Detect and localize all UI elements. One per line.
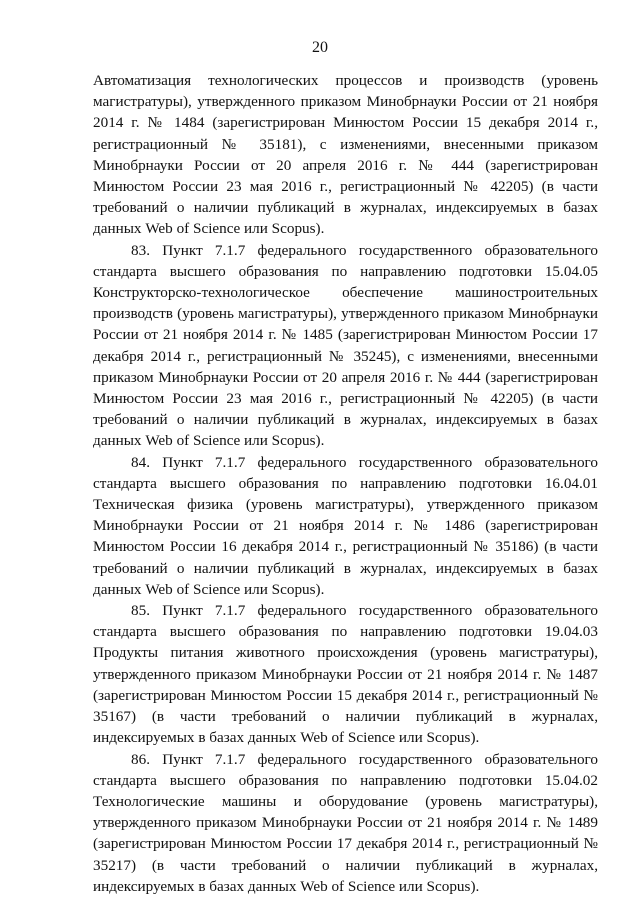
paragraph-item-84: 84. Пункт 7.1.7 федерального государственного образовательного стандарта высшего образования по направлению подготовки 16.04.01 Техническая физика (уровень магистратуры), утвержденного приказом Минобрнауки России от 21 ноября 2014 г. № 1486 (зарегистрирован Минюстом России 16 декабря 2014 г., регистрационный № 35186) (в части требований о наличии публикаций в журналах, индексируемых в базах данных Web of Science или Scopus). [93,453,598,598]
paragraph-item-85: 85. Пункт 7.1.7 федерального государственного образовательного стандарта высшего образования по направлению подготовки 19.04.03 Продукты питания животного происхождения (уровень магистратуры), утвержденного приказом Минобрнауки России от 21 ноября 2014 г. № 1487 (зарегистрирован Минюстом России 15 декабря 2014 г., регистрационный № 35167) (в части требований о наличии публикаций в журналах, индексируемых в базах данных Web of Science или Scopus). [93,602,598,747]
paragraph-item-86: 86. Пункт 7.1.7 федерального государственного образовательного стандарта высшего образования по направлению подготовки 15.04.02 Технологические машины и оборудование (уровень магистратуры), утвержденного приказом Минобрнауки России от 21 ноября 2014 г. № 1489 (зарегистрирован Минюстом России 17 декабря 2014 г., регистрационный № 35217) (в части требований о наличии публикаций в журналах, индексируемых в базах данных Web of Science или Scopus). [93,750,598,895]
paragraph-continuation: Автоматизация технологических процессов и производств (уровень магистратуры), утвержденного приказом Минобрнауки России от 21 ноября 2014 г. № 1484 (зарегистрирован Минюстом России 15 декабря 2014 г., регистрационный № 35181), с изменениями, внесенными приказом Минобрнауки России от 20 апреля 2016 г. № 444 (зарегистрирован Минюстом России 23 мая 2016 г., регистрационный № 42205) (в части требований о наличии публикаций в журналах, индексируемых в базах данных Web of Science или Scopus). [93,72,598,238]
paragraph-item-83: 83. Пункт 7.1.7 федерального государственного образовательного стандарта высшего образования по направлению подготовки 15.04.05 Конструкторско-технологическое обеспечение машиностроительных производств (уровень магистратуры), утвержденного приказом Минобрнауки России от 21 ноября 2014 г. № 1485 (зарегистрирован Минюстом России 17 декабря 2014 г., регистрационный № 35245), с изменениями, внесенными приказом Минобрнауки России от 20 апреля 2016 г. № 444 (зарегистрирован Минюстом России 23 мая 2016 г., регистрационный № 42205) (в части требований о наличии публикаций в журналах, индексируемых в базах данных Web of Science или Scopus). [93,241,598,450]
page-number: 20 [312,39,328,56]
document-body [93,70,598,897]
